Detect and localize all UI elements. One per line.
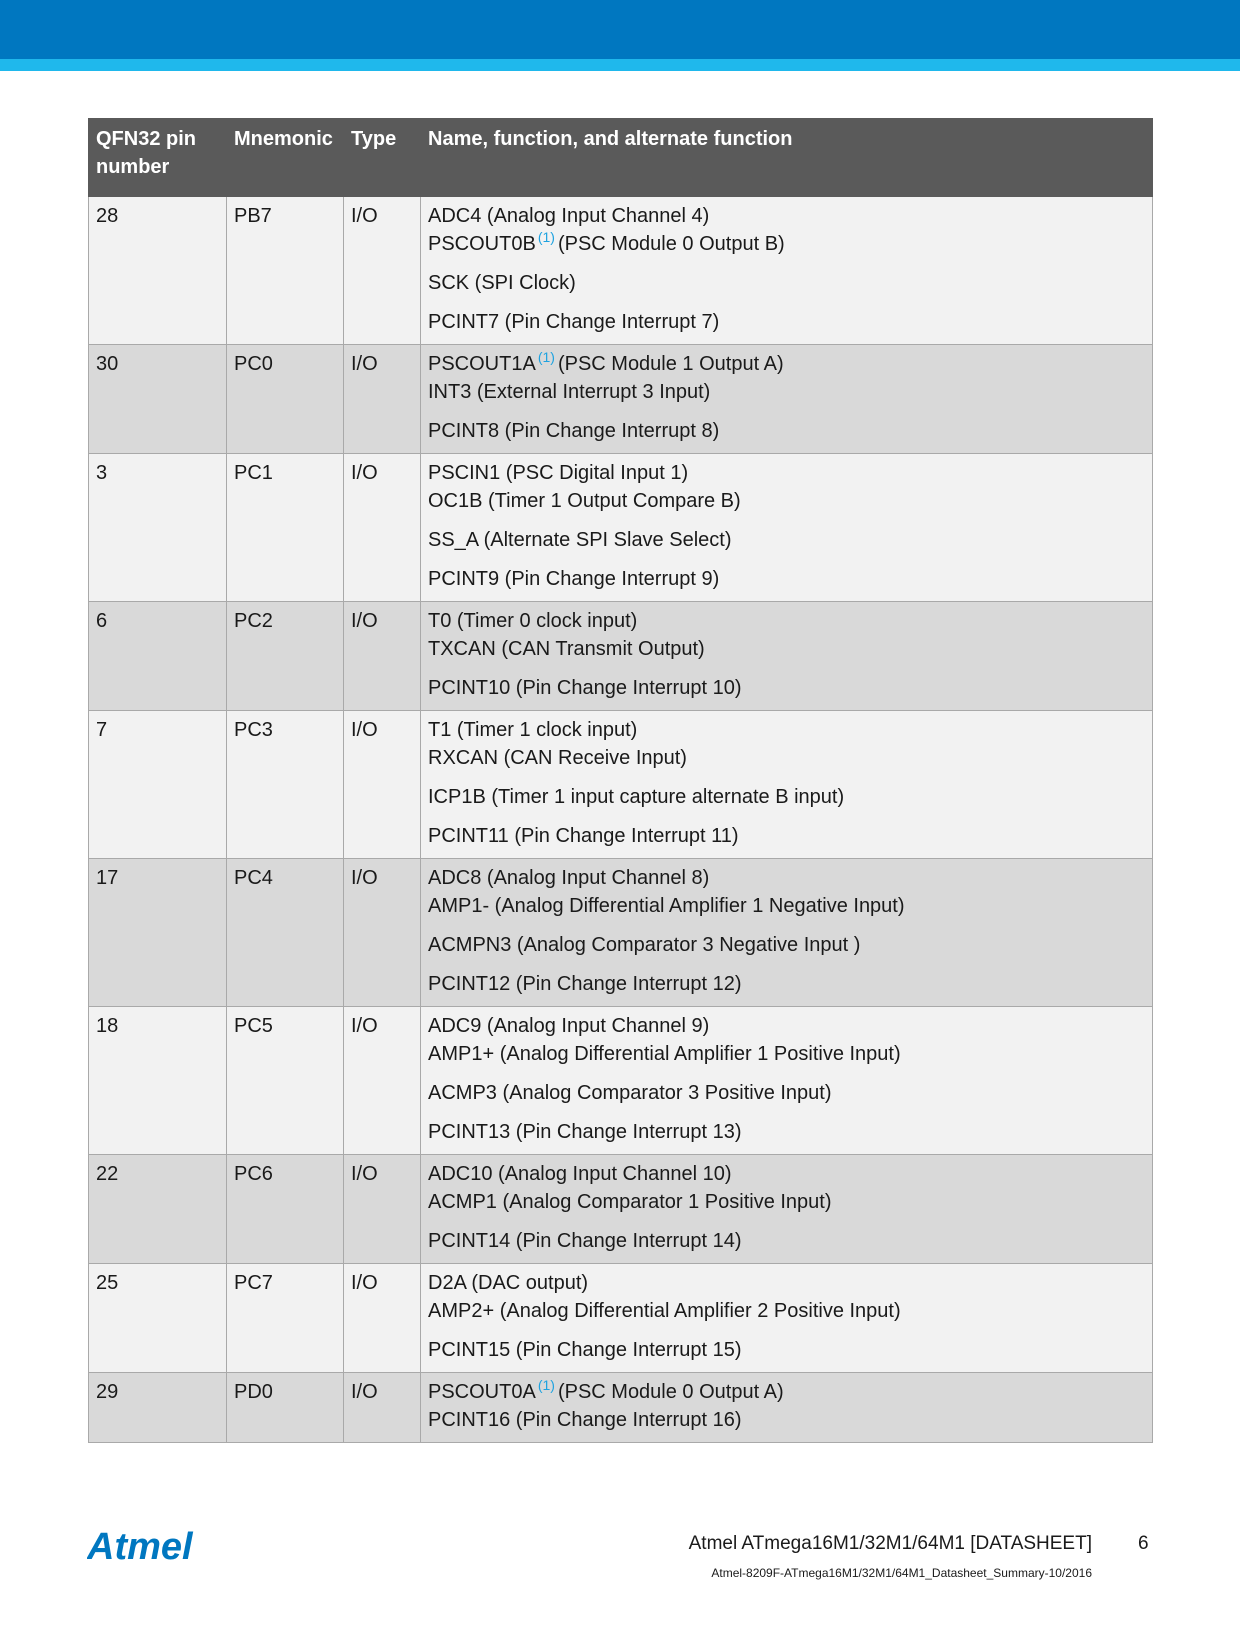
function-text: AMP1- (Analog Differential Amplifier 1 Negative Input): [428, 895, 905, 917]
function-cell: [421, 859, 1153, 1007]
function-line: [428, 1188, 1145, 1216]
function-line: [428, 308, 1145, 336]
mnemonic-cell: PD0: [227, 1373, 344, 1443]
function-line: [428, 931, 1145, 959]
type-cell: I/O: [344, 1264, 421, 1373]
function-line: [428, 892, 1145, 920]
function-text: ADC4 (Analog Input Channel 4): [428, 205, 710, 227]
function-line: [428, 565, 1145, 593]
pin-description-table: [88, 118, 1153, 1443]
page-number: 6: [1138, 1533, 1149, 1554]
table-row: [89, 1264, 1153, 1373]
function-text: INT3 (External Interrupt 3 Input): [428, 381, 711, 403]
function-cell: [421, 1155, 1153, 1264]
mnemonic-cell: PC4: [227, 859, 344, 1007]
type-cell: I/O: [344, 1373, 421, 1443]
function-text: TXCAN (CAN Transmit Output): [428, 638, 705, 660]
function-text: PCINT9 (Pin Change Interrupt 9): [428, 568, 720, 590]
pin-cell: 25: [89, 1264, 227, 1373]
function-line: [428, 230, 1145, 258]
function-text: PCINT8 (Pin Change Interrupt 8): [428, 420, 720, 442]
type-cell: I/O: [344, 711, 421, 859]
pin-cell: 6: [89, 602, 227, 711]
type-cell: I/O: [344, 1007, 421, 1155]
function-line: [428, 822, 1145, 850]
function-text: PSCOUT1A: [428, 353, 536, 375]
function-line: [428, 350, 1145, 378]
column-header-type: Type: [344, 119, 421, 197]
function-line: [428, 417, 1145, 445]
footnote-reference[interactable]: (1): [537, 349, 555, 366]
function-line: [428, 607, 1145, 635]
function-text: PCINT7 (Pin Change Interrupt 7): [428, 311, 720, 333]
pin-cell: 3: [89, 454, 227, 602]
function-text: PCINT12 (Pin Change Interrupt 12): [428, 973, 742, 995]
atmel-logo: [87, 1526, 209, 1569]
function-line: [428, 864, 1145, 892]
header-bar: [0, 0, 1240, 59]
table-row: [89, 197, 1153, 345]
function-line: [428, 526, 1145, 554]
atmel-logo-mark: [87, 1526, 209, 1564]
table-row: [89, 345, 1153, 454]
table-row: [89, 1007, 1153, 1155]
pin-cell: 30: [89, 345, 227, 454]
function-text: PCINT16 (Pin Change Interrupt 16): [428, 1409, 742, 1431]
header-stripe: [0, 59, 1240, 71]
function-text: RXCAN (CAN Receive Input): [428, 747, 687, 769]
table-row: [89, 711, 1153, 859]
table-row: [89, 859, 1153, 1007]
function-description: (PSC Module 0 Output A): [557, 1381, 784, 1403]
mnemonic-cell: PC6: [227, 1155, 344, 1264]
function-line: [428, 202, 1145, 230]
function-text: D2A (DAC output): [428, 1272, 589, 1294]
function-text: ACMP3 (Analog Comparator 3 Positive Input): [428, 1082, 832, 1104]
document-title: Atmel ATmega16M1/32M1/64M1 [DATASHEET]: [688, 1533, 1092, 1554]
function-line: [428, 459, 1145, 487]
type-cell: I/O: [344, 602, 421, 711]
function-text: ADC9 (Analog Input Channel 9): [428, 1015, 710, 1037]
column-header-mnemonic: Mnemonic: [227, 119, 344, 197]
table-header-row: [89, 119, 1153, 197]
function-line: [428, 1336, 1145, 1364]
mnemonic-cell: PC7: [227, 1264, 344, 1373]
function-text: PCINT15 (Pin Change Interrupt 15): [428, 1339, 742, 1361]
footnote-reference[interactable]: (1): [537, 229, 555, 246]
pin-cell: 18: [89, 1007, 227, 1155]
function-line: [428, 269, 1145, 297]
function-line: [428, 970, 1145, 998]
table-body: [89, 197, 1153, 1443]
pin-cell: 17: [89, 859, 227, 1007]
function-line: [428, 716, 1145, 744]
pin-cell: 22: [89, 1155, 227, 1264]
function-text: SS_A (Alternate SPI Slave Select): [428, 529, 732, 551]
function-line: [428, 635, 1145, 663]
table-row: [89, 1373, 1153, 1443]
function-cell: [421, 711, 1153, 859]
function-cell: [421, 345, 1153, 454]
function-cell: [421, 1007, 1153, 1155]
function-line: [428, 1297, 1145, 1325]
function-line: [428, 1269, 1145, 1297]
logo-text: Atmel: [87, 1526, 193, 1564]
function-text: SCK (SPI Clock): [428, 272, 576, 294]
column-header-function: Name, function, and alternate function: [421, 119, 1153, 197]
function-cell: [421, 197, 1153, 345]
function-line: [428, 378, 1145, 406]
function-text: PSCIN1 (PSC Digital Input 1): [428, 462, 689, 484]
function-text: PCINT14 (Pin Change Interrupt 14): [428, 1230, 742, 1252]
mnemonic-cell: PC0: [227, 345, 344, 454]
function-line: [428, 1118, 1145, 1146]
function-text: ADC10 (Analog Input Channel 10): [428, 1163, 732, 1185]
function-line: [428, 674, 1145, 702]
function-text: PSCOUT0B: [428, 233, 536, 255]
mnemonic-cell: PC1: [227, 454, 344, 602]
function-line: [428, 1227, 1145, 1255]
type-cell: I/O: [344, 859, 421, 1007]
function-description: (PSC Module 1 Output A): [557, 353, 784, 375]
table-row: [89, 602, 1153, 711]
function-text: AMP2+ (Analog Differential Amplifier 2 Positive Input): [428, 1300, 901, 1322]
function-text: T0 (Timer 0 clock input): [428, 610, 638, 632]
type-cell: I/O: [344, 197, 421, 345]
function-line: [428, 1079, 1145, 1107]
function-line: [428, 1378, 1145, 1406]
mnemonic-cell: PC3: [227, 711, 344, 859]
function-line: [428, 1040, 1145, 1068]
function-line: [428, 744, 1145, 772]
function-line: [428, 1160, 1145, 1188]
pin-cell: 29: [89, 1373, 227, 1443]
function-text: ACMPN3 (Analog Comparator 3 Negative Input ): [428, 934, 861, 956]
function-line: [428, 1012, 1145, 1040]
function-cell: [421, 454, 1153, 602]
mnemonic-cell: PC2: [227, 602, 344, 711]
document-code: Atmel-8209F-ATmega16M1/32M1/64M1_Datasheet_Summary-10/2016: [711, 1566, 1092, 1580]
mnemonic-cell: PB7: [227, 197, 344, 345]
table-row: [89, 454, 1153, 602]
function-text: T1 (Timer 1 clock input): [428, 719, 638, 741]
pin-cell: 7: [89, 711, 227, 859]
type-cell: I/O: [344, 345, 421, 454]
function-line: [428, 783, 1145, 811]
function-description: (PSC Module 0 Output B): [557, 233, 785, 255]
function-text: OC1B (Timer 1 Output Compare B): [428, 490, 741, 512]
mnemonic-cell: PC5: [227, 1007, 344, 1155]
function-cell: [421, 602, 1153, 711]
table-row: [89, 1155, 1153, 1264]
column-header-pin: QFN32 pin number: [89, 119, 227, 197]
function-text: ICP1B (Timer 1 input capture alternate B input): [428, 786, 845, 808]
function-text: AMP1+ (Analog Differential Amplifier 1 Positive Input): [428, 1043, 901, 1065]
function-text: PCINT10 (Pin Change Interrupt 10): [428, 677, 742, 699]
function-text: PSCOUT0A: [428, 1381, 536, 1403]
function-text: PCINT13 (Pin Change Interrupt 13): [428, 1121, 742, 1143]
type-cell: I/O: [344, 454, 421, 602]
type-cell: I/O: [344, 1155, 421, 1264]
pin-cell: 28: [89, 197, 227, 345]
footnote-reference[interactable]: (1): [537, 1377, 555, 1394]
function-text: PCINT11 (Pin Change Interrupt 11): [428, 825, 739, 847]
function-line: [428, 1406, 1145, 1434]
function-cell: [421, 1373, 1153, 1443]
function-text: ACMP1 (Analog Comparator 1 Positive Input): [428, 1191, 832, 1213]
function-cell: [421, 1264, 1153, 1373]
function-line: [428, 487, 1145, 515]
function-text: ADC8 (Analog Input Channel 8): [428, 867, 710, 889]
